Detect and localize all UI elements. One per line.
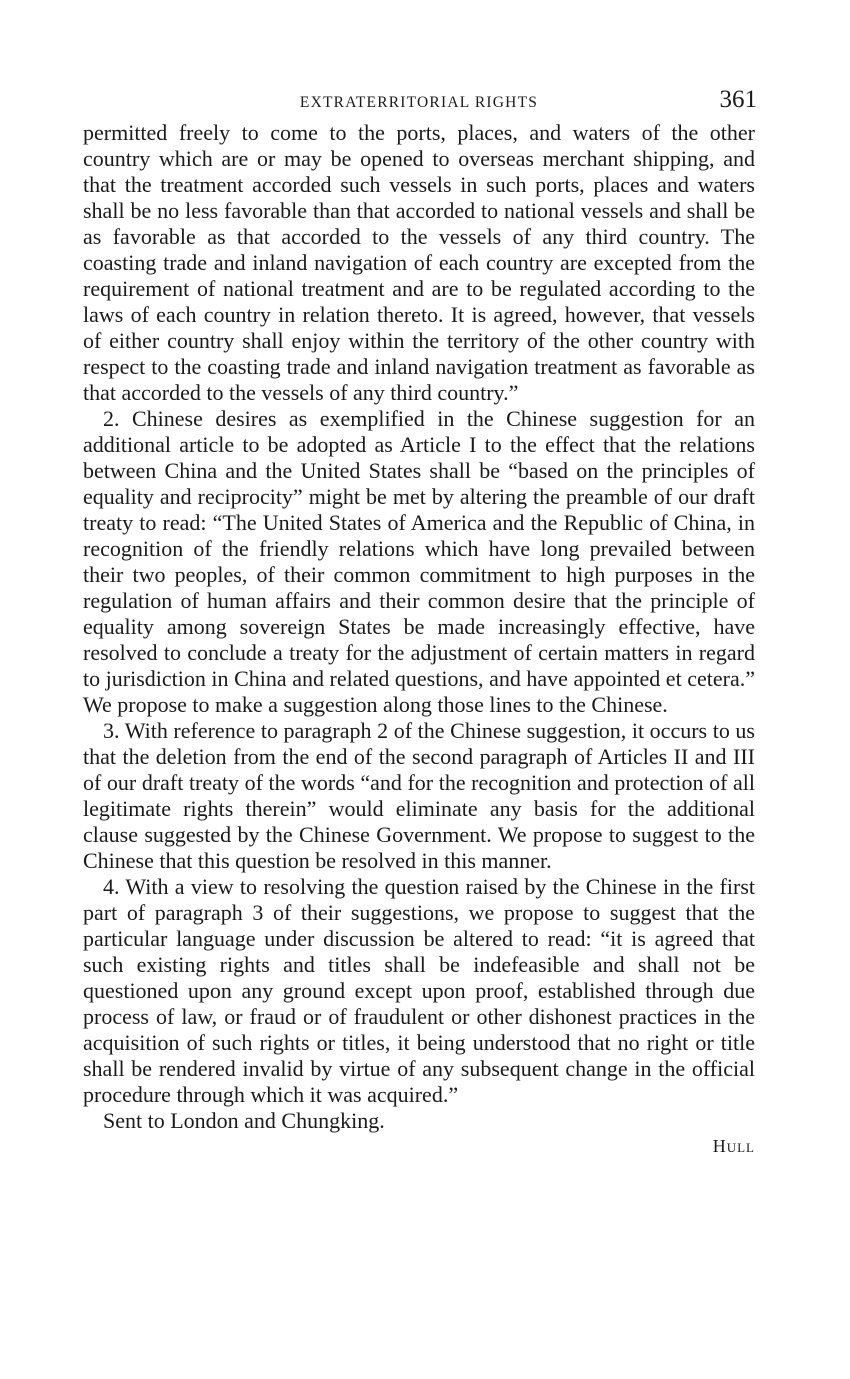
paragraph-4: 4. With a view to resolving the question raised by the Chinese in the first part of paragraph 3 of their suggestions, we propose to suggest that the particular language under discussion be altered to read: “it is agreed that such existing rights and titles shall be indefeasible and shall not be questioned upon any ground except upon proof, established through due process of law, or fraud or of fraudulent or other dishonest practices in the acquisition of such rights or titles, it being understood that no right or title shall be rendered invalid by virtue of any subsequent change in the official procedure through which it was acquired.” bbox=[83, 874, 755, 1107]
page-number: 361 bbox=[719, 86, 757, 113]
body-text bbox=[83, 120, 755, 1134]
document-page bbox=[83, 86, 755, 1157]
paragraph-2: 2. Chinese desires as exemplified in the Chinese suggestion for an additional article to be adopted as Article I to the effect that the relations between China and the United States shall be “based on the principles of equality and reciprocity” might be met by altering the preamble of our draft treaty to read: “The United States of America and the Republic of China, in recognition of the friendly relations which have long prevailed between their two peoples, of their common commitment to high purposes in the regulation of human affairs and their common desire that the principle of equality among sovereign States be made increasingly effective, have resolved to conclude a treaty for the adjustment of certain matters in regard to jurisdiction in China and related questions, and have appointed et cetera.” We propose to make a suggestion along those lines to the Chinese. bbox=[83, 406, 755, 717]
paragraph-continuation: permitted freely to come to the ports, places, and waters of the other country which are or may be opened to overseas merchant shipping, and that the treatment accorded such vessels in such ports, places and waters shall be no less favorable than that accorded to national vessels and shall be as favorable as that accorded to the vessels of any third country. The coasting trade and inland navigation of each country are excepted from the requirement of national treatment and are to be regulated according to the laws of each country in relation thereto. It is agreed, however, that vessels of either country shall enjoy within the territory of the other country with respect to the coasting trade and inland navigation treatment as favorable as that accorded to the vessels of any third country.” bbox=[83, 120, 755, 405]
running-title: EXTRATERRITORIAL RIGHTS bbox=[299, 94, 539, 111]
signature: Hull bbox=[712, 1136, 755, 1156]
distribution-note: Sent to London and Chungking. bbox=[103, 1108, 385, 1133]
running-head bbox=[83, 86, 755, 120]
paragraph-3: 3. With reference to paragraph 2 of the Chinese suggestion, it occurs to us that the deletion from the end of the second paragraph of Articles II and III of our draft treaty of the words “and for the recognition and protection of all legitimate rights therein” would eliminate any basis for the additional clause suggested by the Chinese Government. We propose to suggest to the Chinese that this question be resolved in this manner. bbox=[83, 718, 755, 873]
